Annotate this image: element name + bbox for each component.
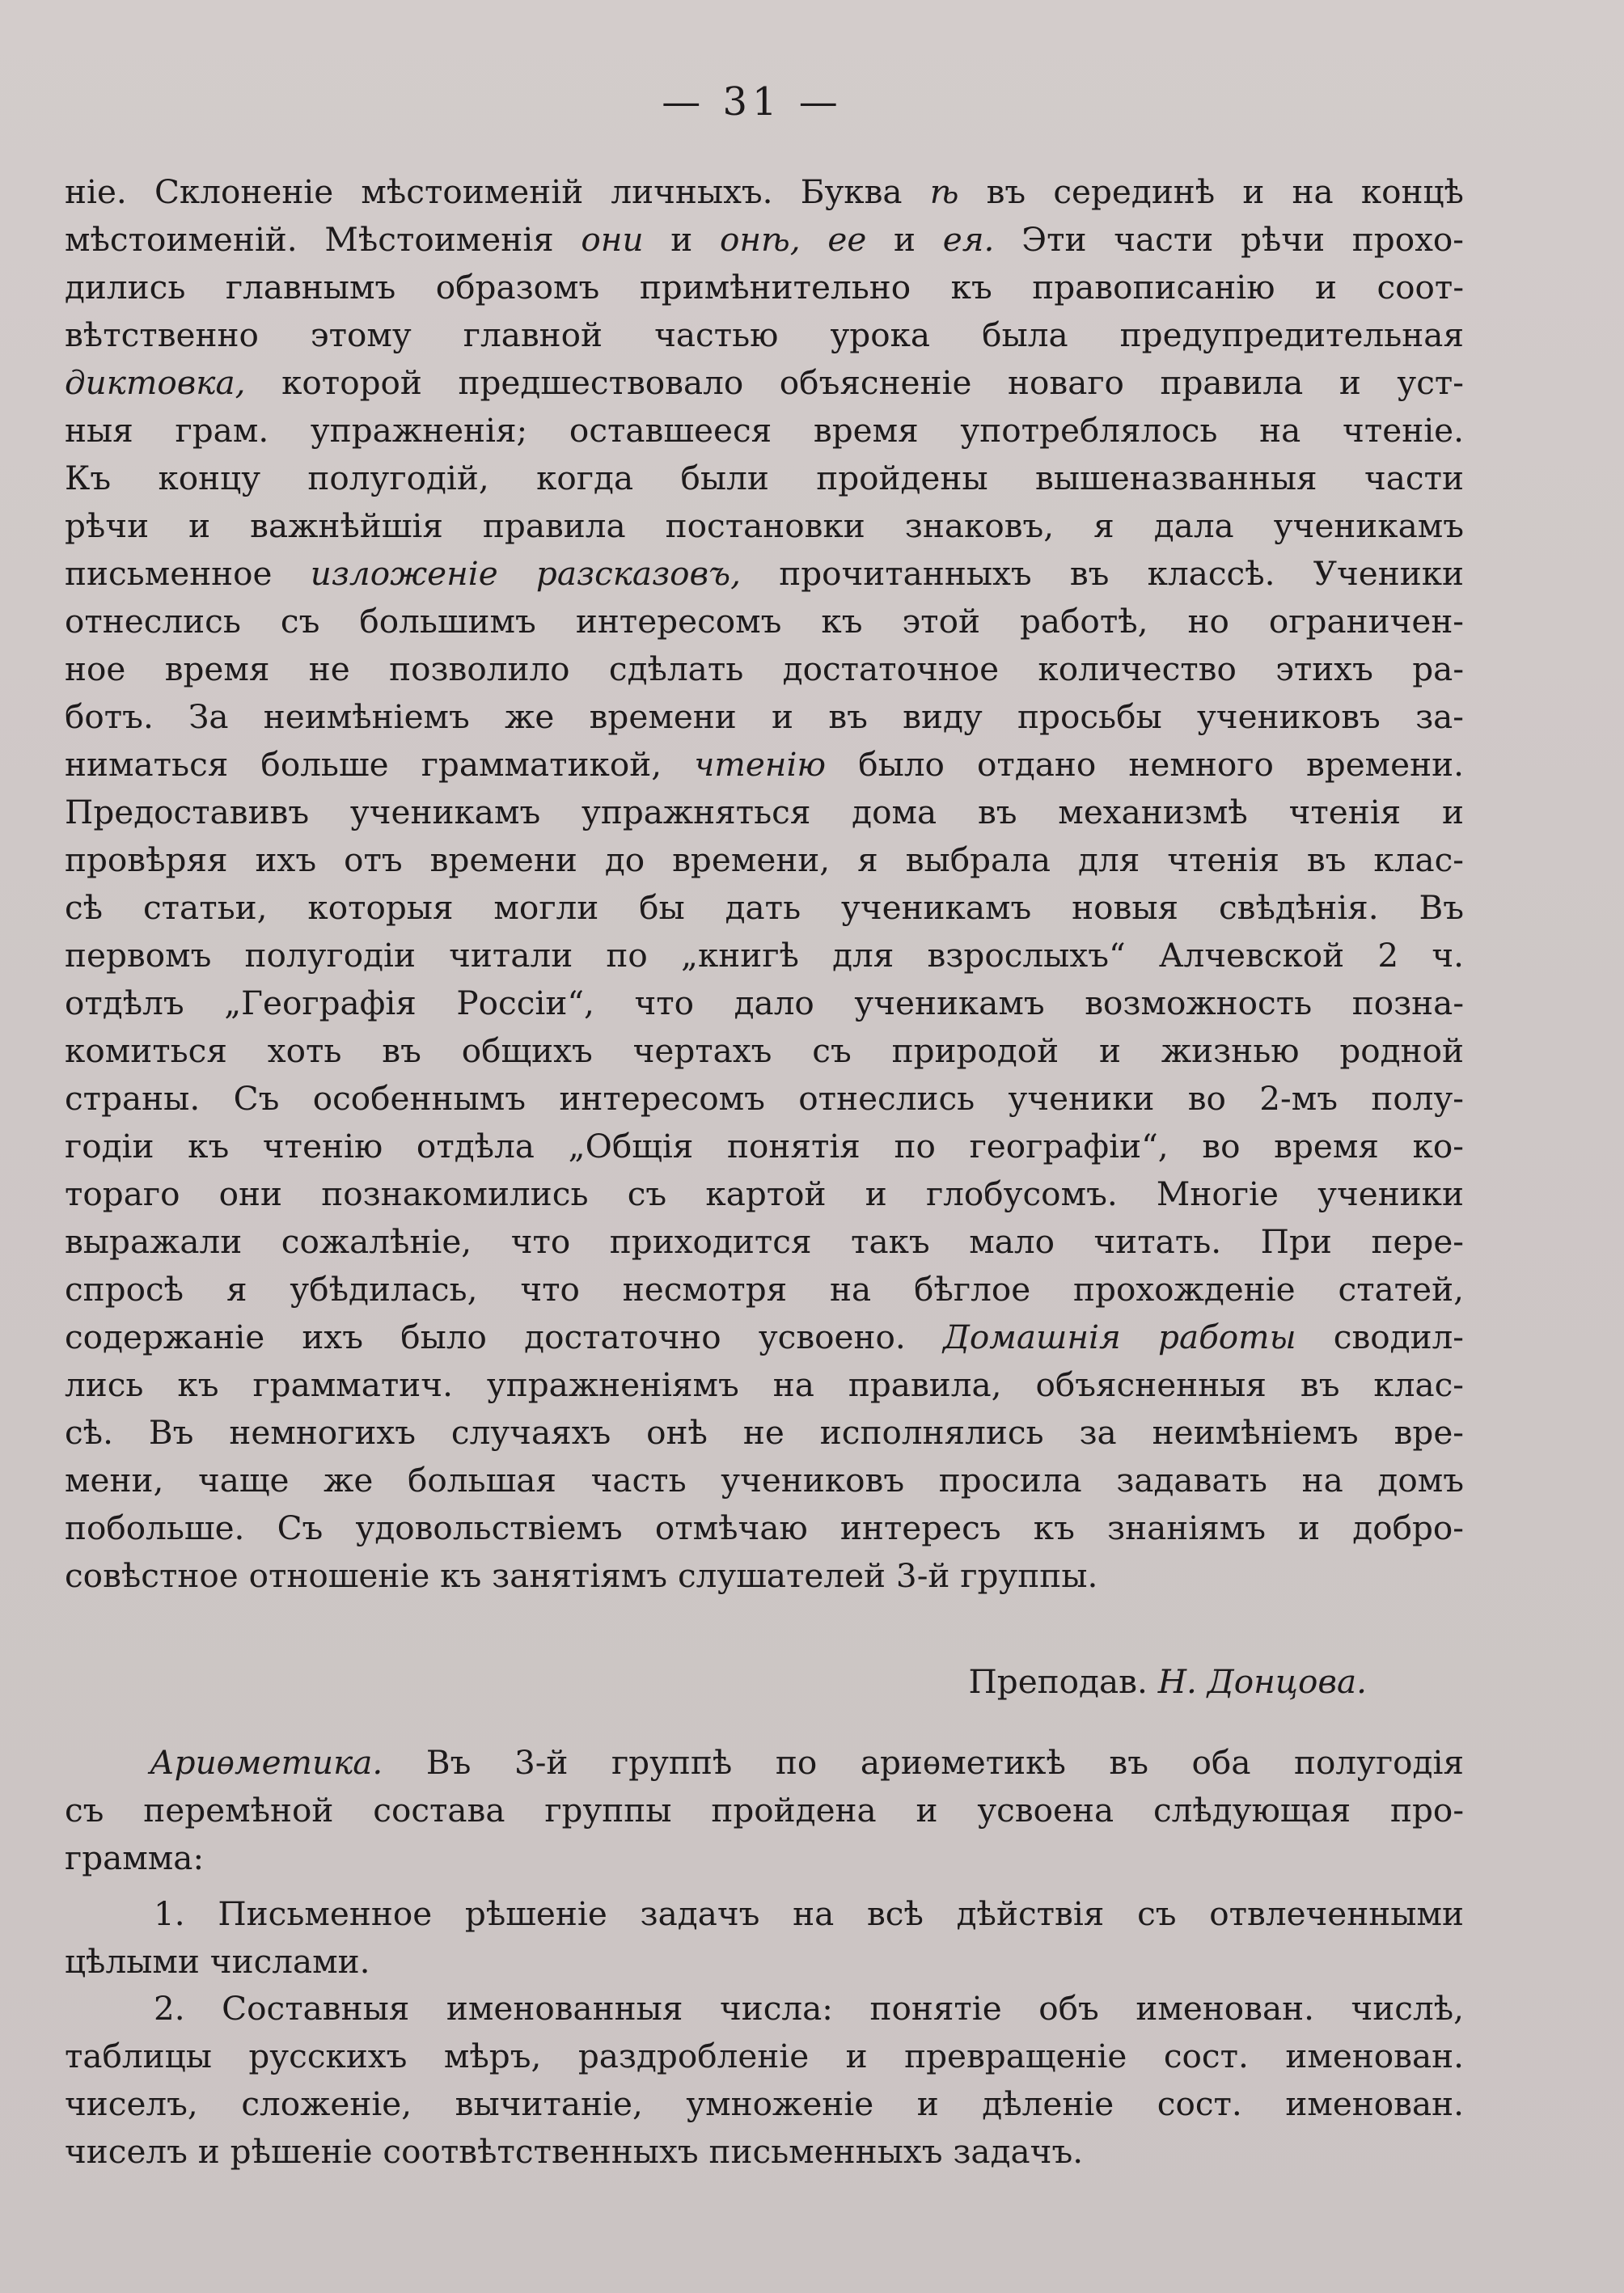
text-segment: содержаніе ихъ было достаточно усвоено.	[65, 1318, 943, 1356]
text-segment: рѣчи и важнѣйшія правила постановки знаковъ, я дала ученикамъ	[65, 506, 1464, 545]
text-segment: Къ концу полугодій, когда были пройдены вышеназванныя части	[65, 459, 1464, 497]
text-line	[65, 407, 1464, 455]
text-line	[65, 1314, 1464, 1361]
text-segment: 2. Составныя именованныя числа: понятіе объ именован. числѣ,	[154, 1989, 1464, 2028]
text-line	[65, 1266, 1464, 1314]
paragraph-arithmetic	[65, 1739, 1464, 1882]
italic-text: чтенію	[694, 745, 827, 784]
text-segment: Эти части рѣчи прохо-	[994, 220, 1464, 259]
text-line	[65, 598, 1464, 645]
text-line	[65, 359, 1464, 407]
text-line	[65, 168, 1464, 216]
text-line	[65, 1552, 1464, 1600]
text-segment: и	[643, 220, 720, 259]
text-line	[65, 1170, 1464, 1218]
text-line	[65, 1218, 1464, 1266]
text-segment: отнеслись съ большимъ интересомъ къ этой работѣ, но ограничен-	[65, 602, 1464, 641]
text-line	[65, 979, 1464, 1027]
text-segment: прочитанныхъ въ классѣ. Ученики	[741, 554, 1464, 593]
text-segment: вѣтственно этому главной частью урока была предупредительная	[65, 315, 1464, 354]
text-segment: чиселъ и рѣшеніе соотвѣтственныхъ письменныхъ задачъ.	[65, 2132, 1084, 2171]
text-segment: въ серединѣ и на концѣ	[958, 172, 1464, 211]
text-segment: мени, чаще же большая часть учениковъ просила задавать на домъ	[65, 1461, 1464, 1500]
text-line	[65, 741, 1464, 789]
text-line	[65, 1938, 1464, 1986]
text-segment: которой предшествовало объясненіе новаго правила и уст-	[245, 363, 1464, 402]
text-segment: ботъ. За неимѣніемъ же времени и въ виду просьбы учениковъ за-	[65, 697, 1464, 736]
text-segment: спросѣ я убѣдилась, что несмотря на бѣглое прохожденіе статей,	[65, 1270, 1464, 1309]
italic-text: они	[581, 220, 644, 259]
text-segment: было отдано немного времени.	[826, 745, 1464, 784]
text-line	[65, 1027, 1464, 1075]
text-segment: ниматься больше грамматикой,	[65, 745, 695, 784]
text-segment: сѣ. Въ немногихъ случаяхъ онѣ не исполнялись за неимѣніемъ вре-	[65, 1413, 1464, 1452]
text-segment: ніе. Склоненіе мѣстоименій личныхъ. Буква	[65, 172, 930, 211]
text-segment: ныя грам. упражненія; оставшееся время употреблялось на чтеніе.	[65, 411, 1464, 450]
paragraph-russian-lesson	[65, 168, 1464, 1600]
text-segment: письменное	[65, 554, 311, 593]
text-segment: провѣряя ихъ отъ времени до времени, я выбрала для чтенія въ клас-	[65, 840, 1464, 879]
text-line	[65, 216, 1464, 264]
text-line	[65, 1985, 1464, 2033]
text-line	[65, 1123, 1464, 1170]
signature-name: Н. Донцова.	[1157, 1662, 1367, 1701]
text-segment: лись къ грамматич. упражненіямъ на правила, объясненныя въ клас-	[65, 1365, 1464, 1404]
text-line	[65, 311, 1464, 359]
text-line	[65, 1361, 1464, 1409]
text-segment: сводил-	[1296, 1318, 1464, 1356]
text-segment: отдѣлъ „Географія Россіи“, что дало ученикамъ возможность позна-	[65, 984, 1464, 1022]
text-segment: цѣлыми числами.	[65, 1942, 370, 1981]
text-segment: выражали сожалѣніе, что приходится такъ мало читать. При пере-	[65, 1222, 1464, 1261]
text-segment: комиться хоть въ общихъ чертахъ съ природой и жизнью родной	[65, 1031, 1464, 1070]
text-line	[65, 789, 1464, 836]
text-line	[65, 1409, 1464, 1457]
text-segment: и	[866, 220, 943, 259]
text-segment: мѣстоименій. Мѣстоименія	[65, 220, 582, 259]
italic-text: изложеніе разсказовъ,	[310, 554, 741, 593]
text-segment: совѣстное отношеніе къ занятіямъ слушателей 3-й группы.	[65, 1556, 1098, 1595]
text-line	[65, 884, 1464, 932]
text-segment: грамма:	[65, 1838, 205, 1877]
text-line	[65, 932, 1464, 979]
text-segment: Въ 3-й группѣ по ариѳметикѣ въ оба полугодія	[383, 1743, 1464, 1782]
text-line	[65, 1787, 1464, 1834]
text-segment: таблицы русскихъ мѣръ, раздробленіе и превращеніе сост. именован.	[65, 2037, 1464, 2075]
text-segment: страны. Съ особеннымъ интересомъ отнеслись ученики во 2-мъ полу-	[65, 1079, 1464, 1118]
text-segment: побольше. Съ удовольствіемъ отмѣчаю интересъ къ знаніямъ и добро-	[65, 1508, 1464, 1547]
text-line	[65, 550, 1464, 598]
text-segment: дились главнымъ образомъ примѣнительно къ правописанію и соот-	[65, 268, 1464, 307]
text-segment: чиселъ, сложеніе, вычитаніе, умноженіе и дѣленіе сост. именован.	[65, 2084, 1464, 2123]
text-segment: Предоставивъ ученикамъ упражняться дома въ механизмѣ чтенія и	[65, 793, 1464, 831]
text-line	[65, 836, 1464, 884]
italic-text: ѣ	[929, 172, 959, 211]
list-item-2	[65, 1985, 1464, 2176]
text-segment: сѣ статьи, которыя могли бы дать ученикамъ новыя свѣдѣнія. Въ	[65, 888, 1464, 927]
italic-text: ея.	[942, 220, 995, 259]
text-line	[65, 1504, 1464, 1552]
italic-text: диктовка,	[65, 363, 246, 402]
text-line	[65, 693, 1464, 741]
signature	[0, 1662, 1367, 1701]
text-line	[65, 264, 1464, 311]
text-segment: тораго они познакомились съ картой и глобусомъ. Многіе ученики	[65, 1174, 1464, 1213]
text-segment: 1. Письменное рѣшеніе задачъ на всѣ дѣйствія съ отвлеченными	[154, 1894, 1464, 1933]
text-line	[65, 2128, 1464, 2176]
text-segment: годіи къ чтенію отдѣла „Общія понятія по географіи“, во время ко-	[65, 1127, 1464, 1166]
signature-prefix: Преподав.	[968, 1662, 1148, 1701]
text-line	[65, 1834, 1464, 1882]
text-line	[65, 1890, 1464, 1938]
text-segment: съ перемѣной состава группы пройдена и усвоена слѣдующая про-	[65, 1791, 1464, 1830]
text-line	[65, 1457, 1464, 1504]
text-line	[65, 455, 1464, 502]
text-line	[65, 2080, 1464, 2128]
italic-text: онѣ, ее	[720, 220, 867, 259]
list-item-1	[65, 1890, 1464, 1986]
page-number: — 31 —	[662, 79, 843, 125]
text-line	[65, 1739, 1464, 1787]
text-line	[65, 1075, 1464, 1123]
text-line	[65, 502, 1464, 550]
text-segment: первомъ полугодіи читали по „книгѣ для взрослыхъ“ Алчевской 2 ч.	[65, 936, 1464, 975]
text-line	[65, 645, 1464, 693]
text-line	[65, 2033, 1464, 2080]
text-segment: ное время не позволило сдѣлать достаточное количество этихъ ра-	[65, 649, 1464, 688]
italic-text: Домашнія работы	[942, 1318, 1296, 1356]
italic-text: Ариѳметика.	[150, 1743, 383, 1782]
